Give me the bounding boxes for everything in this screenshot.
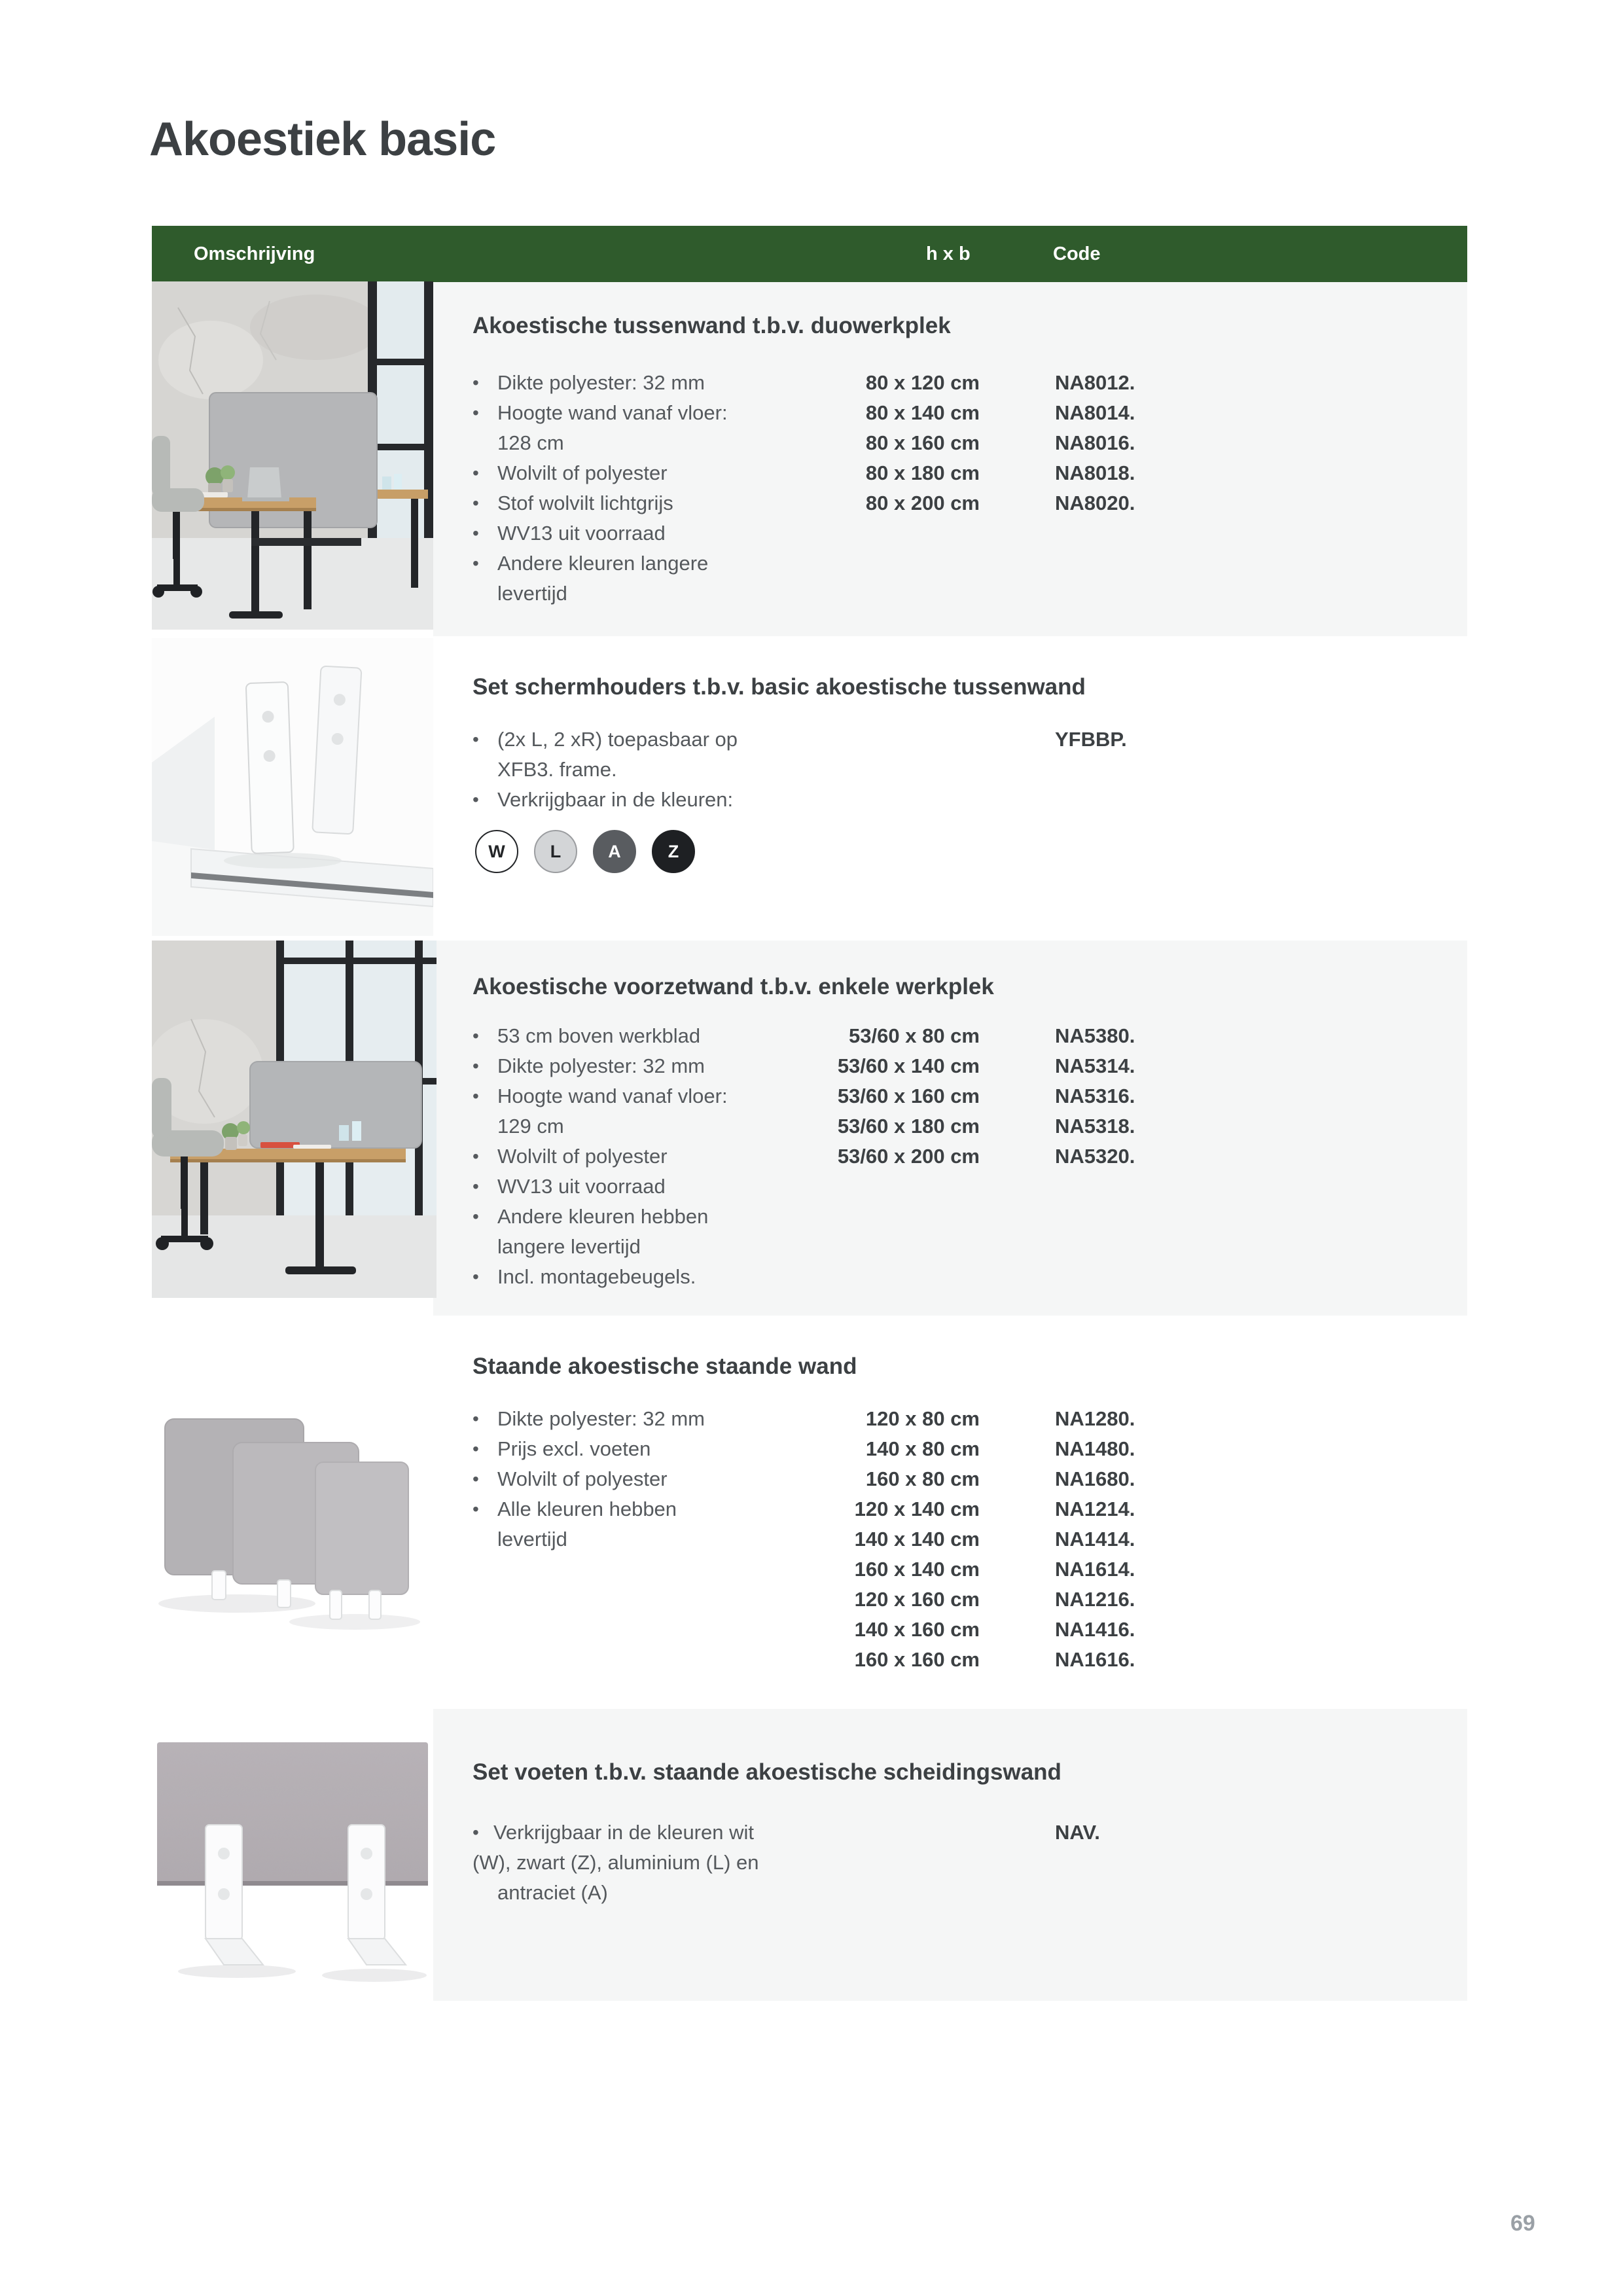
bullet-text: Hoogte wand vanaf vloer: bbox=[497, 401, 728, 424]
bullet-item bbox=[473, 1051, 754, 1081]
size-code-row bbox=[746, 1818, 1217, 1848]
duo-workstation-illustration bbox=[152, 281, 433, 630]
bullet-dot: • bbox=[473, 1056, 479, 1076]
bullet-list bbox=[473, 1818, 759, 1908]
column-header-description: Omschrijving bbox=[194, 243, 315, 264]
bullet-dot: • bbox=[473, 729, 479, 749]
bullet-text: Prijs excl. voeten bbox=[497, 1437, 651, 1460]
bullet-dot: • bbox=[473, 1026, 479, 1046]
size-code-row bbox=[746, 1464, 1217, 1494]
screen-holders-illustration bbox=[152, 638, 433, 936]
size-code-row bbox=[746, 1141, 1217, 1172]
article-code: NA5316. bbox=[1055, 1085, 1135, 1107]
size-code-row bbox=[746, 725, 1217, 755]
bullet-item bbox=[473, 398, 754, 428]
color-swatch-z: Z bbox=[652, 830, 695, 873]
size-value: 80 x 160 cm bbox=[865, 431, 980, 454]
article-code: NAV. bbox=[1055, 1821, 1100, 1844]
bullet-text: 53 cm boven werkblad bbox=[497, 1024, 701, 1047]
bullet-text: Wolvilt of polyester bbox=[497, 1145, 668, 1168]
section-title: Staande akoestische staande wand bbox=[473, 1354, 857, 1379]
bullet-item bbox=[473, 579, 754, 609]
bullet-dot: • bbox=[473, 1206, 479, 1227]
standing-panels-illustration bbox=[152, 1394, 433, 1649]
product-photo-screen-holders bbox=[152, 638, 433, 936]
size-value: 53/60 x 80 cm bbox=[849, 1024, 980, 1047]
color-swatch-w: W bbox=[475, 830, 518, 873]
bullet-text: Andere kleuren hebben bbox=[497, 1205, 709, 1228]
size-code-row bbox=[746, 1554, 1217, 1585]
size-code-row bbox=[746, 428, 1217, 458]
bullet-item bbox=[473, 488, 754, 518]
bullet-item bbox=[473, 785, 754, 815]
section-title: Set voeten t.b.v. staande akoestische scheidingswand bbox=[473, 1759, 1061, 1785]
bullet-dot: • bbox=[473, 553, 479, 573]
product-photo-standing-panels bbox=[152, 1394, 433, 1649]
bullet-text: levertijd bbox=[497, 582, 567, 605]
bullet-text: Incl. montagebeugels. bbox=[497, 1265, 696, 1288]
article-code: NA1414. bbox=[1055, 1528, 1135, 1551]
bullet-text: Stof wolvilt lichtgrijs bbox=[497, 492, 673, 514]
size-value: 120 x 160 cm bbox=[854, 1588, 980, 1611]
bullet-item bbox=[473, 1111, 754, 1141]
bullet-item bbox=[473, 1081, 754, 1111]
table-header-bar bbox=[152, 226, 1467, 282]
size-value: 53/60 x 180 cm bbox=[837, 1115, 980, 1138]
bullet-text: (W), zwart (Z), aluminium (L) en bbox=[473, 1851, 759, 1874]
size-code-row bbox=[746, 1051, 1217, 1081]
bullet-dot: • bbox=[473, 1176, 479, 1196]
size-code-row bbox=[746, 1434, 1217, 1464]
bullet-dot: • bbox=[473, 789, 479, 810]
bullet-item bbox=[473, 755, 754, 785]
size-value: 80 x 120 cm bbox=[865, 371, 980, 394]
bullet-item bbox=[473, 1878, 754, 1908]
bullet-text: antraciet (A) bbox=[497, 1881, 608, 1904]
bullet-dot bbox=[473, 1111, 497, 1141]
product-photo-duo-workstation bbox=[152, 281, 433, 630]
size-code-row bbox=[746, 1524, 1217, 1554]
article-code: NA1280. bbox=[1055, 1407, 1135, 1430]
bullet-text: (2x L, 2 xR) toepasbaar op bbox=[497, 728, 738, 751]
bullet-dot bbox=[473, 428, 497, 458]
bullet-item bbox=[473, 1262, 754, 1292]
bullet-item bbox=[473, 1202, 754, 1232]
size-code-row bbox=[746, 368, 1217, 398]
bullet-item bbox=[473, 1524, 754, 1554]
page-title: Akoestiek basic bbox=[149, 113, 496, 166]
bullet-dot bbox=[473, 1524, 497, 1554]
bullet-dot: • bbox=[473, 523, 479, 543]
bullet-item bbox=[473, 1232, 754, 1262]
bullet-text: Dikte polyester: 32 mm bbox=[497, 1054, 705, 1077]
bullet-dot: • bbox=[473, 1266, 479, 1287]
article-code: NA5320. bbox=[1055, 1145, 1135, 1168]
bullet-dot: • bbox=[473, 1086, 479, 1106]
bullet-text: Verkrijgbaar in de kleuren wit bbox=[493, 1821, 754, 1844]
bullet-dot: • bbox=[473, 493, 479, 513]
article-code: NA5314. bbox=[1055, 1054, 1135, 1077]
bullet-text: langere levertijd bbox=[497, 1235, 641, 1258]
bullet-text: Wolvilt of polyester bbox=[497, 1467, 668, 1490]
article-code: NA5380. bbox=[1055, 1024, 1135, 1047]
size-code-list bbox=[746, 725, 1217, 755]
article-code: NA1216. bbox=[1055, 1588, 1135, 1611]
bullet-item bbox=[473, 1818, 754, 1848]
size-code-row bbox=[746, 1645, 1217, 1675]
article-code: NA1680. bbox=[1055, 1467, 1135, 1490]
bullet-text: levertijd bbox=[497, 1528, 567, 1551]
bullet-item bbox=[473, 1141, 754, 1172]
bullet-dot bbox=[473, 755, 497, 785]
color-swatch-l: L bbox=[534, 830, 577, 873]
section-title: Akoestische tussenwand t.b.v. duowerkplek bbox=[473, 313, 951, 338]
bullet-item bbox=[473, 1494, 754, 1524]
bullet-item bbox=[473, 1848, 759, 1878]
bullet-dot: • bbox=[473, 1408, 479, 1429]
bullet-text: XFB3. frame. bbox=[497, 758, 617, 781]
bullet-dot: • bbox=[473, 1499, 479, 1519]
article-code: YFBBP. bbox=[1055, 728, 1127, 751]
size-code-row bbox=[746, 458, 1217, 488]
size-value: 140 x 140 cm bbox=[854, 1528, 980, 1551]
size-code-row bbox=[746, 1585, 1217, 1615]
bullet-text: Andere kleuren langere bbox=[497, 552, 709, 575]
size-value: 160 x 140 cm bbox=[854, 1558, 980, 1581]
article-code: NA5318. bbox=[1055, 1115, 1135, 1138]
bullet-item bbox=[473, 1172, 754, 1202]
column-header-code: Code bbox=[1053, 243, 1101, 264]
bullet-text: 129 cm bbox=[497, 1115, 564, 1138]
bullet-list bbox=[473, 725, 754, 815]
size-value: 120 x 140 cm bbox=[854, 1498, 980, 1520]
article-code: NA8016. bbox=[1055, 431, 1135, 454]
size-code-list bbox=[746, 1818, 1217, 1848]
single-workstation-illustration bbox=[152, 941, 437, 1298]
color-swatch-group bbox=[475, 830, 695, 873]
size-code-row bbox=[746, 1021, 1217, 1051]
article-code: NA1480. bbox=[1055, 1437, 1135, 1460]
bullet-item bbox=[473, 1404, 754, 1434]
article-code: NA8014. bbox=[1055, 401, 1135, 424]
article-code: NA8012. bbox=[1055, 371, 1135, 394]
size-code-row bbox=[746, 398, 1217, 428]
bullet-item bbox=[473, 458, 754, 488]
bullet-text: 128 cm bbox=[497, 431, 564, 454]
article-code: NA1616. bbox=[1055, 1648, 1135, 1671]
size-value: 80 x 140 cm bbox=[865, 401, 980, 424]
size-value: 53/60 x 200 cm bbox=[837, 1145, 980, 1168]
size-code-row bbox=[746, 1404, 1217, 1434]
bullet-dot: • bbox=[473, 1469, 479, 1489]
size-value: 53/60 x 140 cm bbox=[837, 1054, 980, 1077]
size-value: 140 x 80 cm bbox=[865, 1437, 980, 1460]
size-code-row bbox=[746, 1494, 1217, 1524]
column-header-size: h x b bbox=[926, 243, 971, 264]
bullet-list bbox=[473, 1021, 754, 1292]
article-code: NA8020. bbox=[1055, 492, 1135, 514]
bullet-item bbox=[473, 1434, 754, 1464]
bullet-dot bbox=[473, 1232, 497, 1262]
section-title: Set schermhouders t.b.v. basic akoestische tussenwand bbox=[473, 674, 1086, 700]
section-title: Akoestische voorzetwand t.b.v. enkele werkplek bbox=[473, 974, 994, 999]
bullet-dot: • bbox=[473, 1822, 479, 1842]
bullet-item bbox=[473, 548, 754, 579]
size-code-list bbox=[746, 1021, 1217, 1172]
bullet-text: Hoogte wand vanaf vloer: bbox=[497, 1085, 728, 1107]
article-code: NA1614. bbox=[1055, 1558, 1135, 1581]
size-code-row bbox=[746, 488, 1217, 518]
bullet-dot: • bbox=[473, 1439, 479, 1459]
bullet-text: Alle kleuren hebben bbox=[497, 1498, 677, 1520]
size-value: 53/60 x 160 cm bbox=[837, 1085, 980, 1107]
size-code-row bbox=[746, 1081, 1217, 1111]
size-value: 80 x 180 cm bbox=[865, 461, 980, 484]
bullet-dot: • bbox=[473, 1146, 479, 1166]
bullet-item bbox=[473, 518, 754, 548]
bullet-text: Wolvilt of polyester bbox=[497, 461, 668, 484]
product-photo-panel-feet bbox=[152, 1728, 433, 2001]
article-code: NA8018. bbox=[1055, 461, 1135, 484]
size-code-row bbox=[746, 1111, 1217, 1141]
article-code: NA1214. bbox=[1055, 1498, 1135, 1520]
bullet-dot: • bbox=[473, 372, 479, 393]
bullet-dot bbox=[473, 1878, 497, 1908]
bullet-text: Dikte polyester: 32 mm bbox=[497, 1407, 705, 1430]
bullet-item bbox=[473, 1464, 754, 1494]
bullet-dot: • bbox=[473, 403, 479, 423]
panel-feet-illustration bbox=[152, 1728, 433, 2001]
size-value: 120 x 80 cm bbox=[865, 1407, 980, 1430]
color-swatch-a: A bbox=[593, 830, 636, 873]
bullet-item bbox=[473, 368, 754, 398]
size-code-list bbox=[746, 1404, 1217, 1675]
bullet-dot bbox=[473, 579, 497, 609]
bullet-text: WV13 uit voorraad bbox=[497, 1175, 666, 1198]
bullet-list bbox=[473, 1404, 754, 1554]
size-value: 80 x 200 cm bbox=[865, 492, 980, 514]
page-number: 69 bbox=[1510, 2211, 1535, 2236]
bullet-dot: • bbox=[473, 463, 479, 483]
product-photo-single-workstation bbox=[152, 941, 437, 1298]
bullet-text: WV13 uit voorraad bbox=[497, 522, 666, 545]
size-value: 160 x 80 cm bbox=[865, 1467, 980, 1490]
bullet-item bbox=[473, 725, 754, 755]
size-code-list bbox=[746, 368, 1217, 518]
bullet-text: Dikte polyester: 32 mm bbox=[497, 371, 705, 394]
article-code: NA1416. bbox=[1055, 1618, 1135, 1641]
bullet-text: Verkrijgbaar in de kleuren: bbox=[497, 788, 734, 811]
bullet-item bbox=[473, 1021, 754, 1051]
bullet-item bbox=[473, 428, 754, 458]
size-code-row bbox=[746, 1615, 1217, 1645]
bullet-list bbox=[473, 368, 754, 609]
size-value: 140 x 160 cm bbox=[854, 1618, 980, 1641]
size-value: 160 x 160 cm bbox=[854, 1648, 980, 1671]
